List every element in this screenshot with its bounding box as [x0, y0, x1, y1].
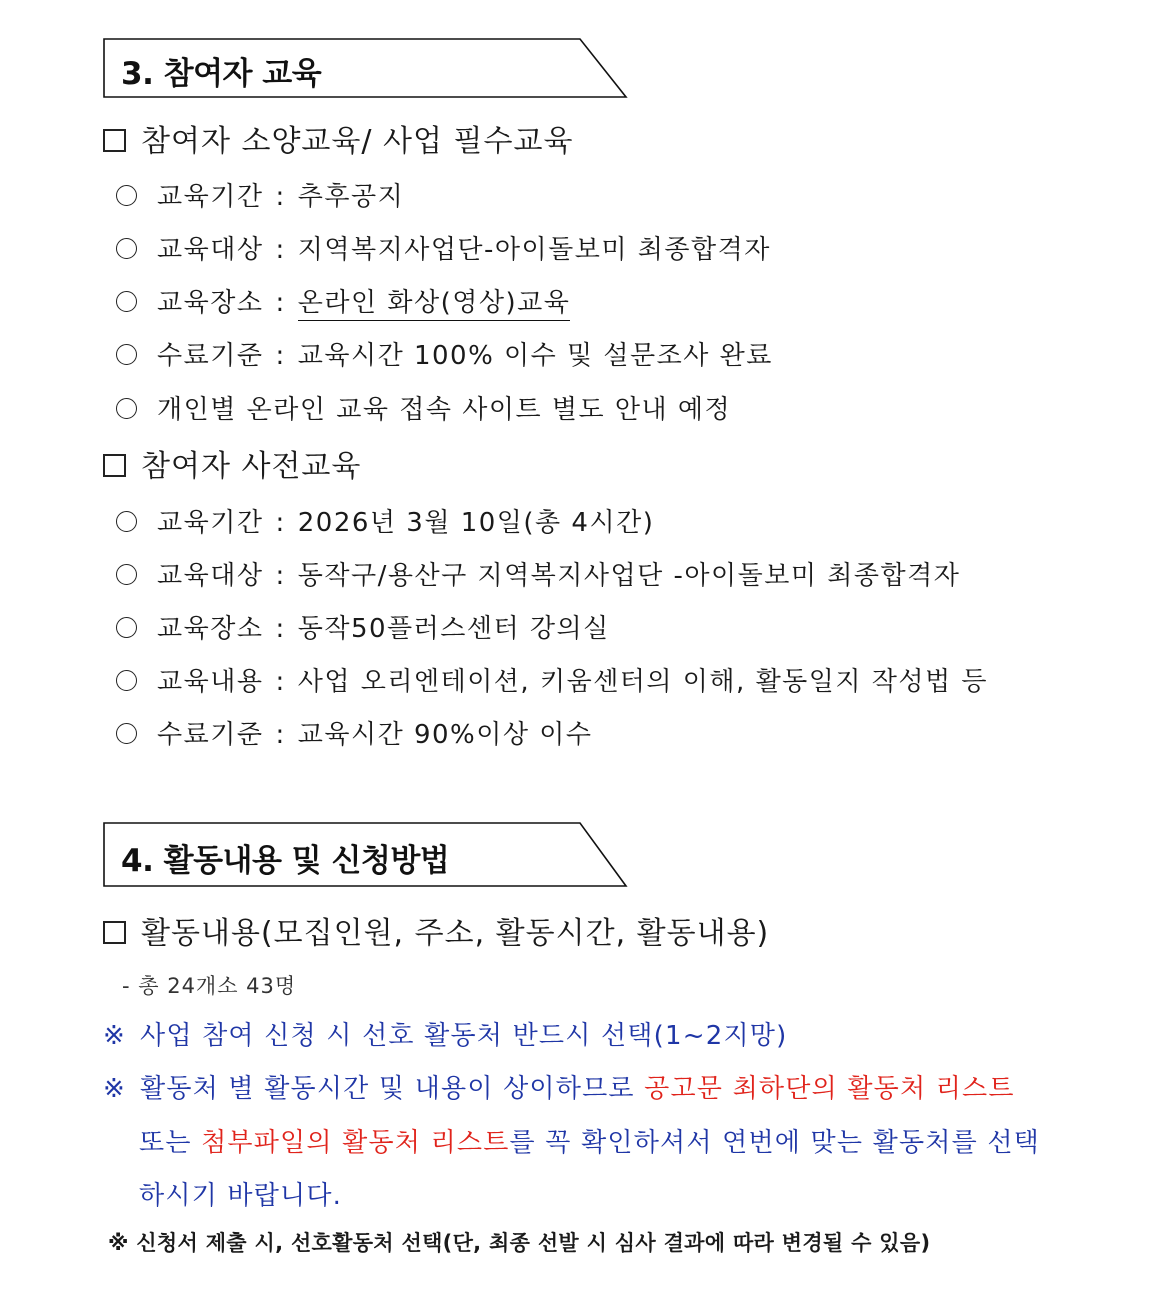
block1-item-place: 교육장소 : 온라인 화상(영상)교육	[116, 282, 570, 319]
item-label: 교육장소	[157, 614, 264, 644]
section4-heading	[103, 908, 769, 952]
item-label: 교육기간	[157, 508, 264, 538]
item-value: 사업 오리엔테이션, 키움센터의 이해, 활동일지 작성법 등	[297, 667, 989, 697]
note-check-list-line2	[139, 1122, 1040, 1159]
note-application-submit: ※ 신청서 제출 시, 선호활동처 선택(단, 최종 선발 시 심사 결과에 따라 변경될 수 있음)	[108, 1231, 931, 1255]
item-value: 지역복지사업단-아이돌보미 최종합격자	[297, 235, 771, 265]
circle-bullet-icon	[116, 398, 137, 419]
item-value: 동작50플러스센터 강의실	[297, 614, 610, 644]
block2-item-target: 교육대상 : 동작구/용산구 지역복지사업단 -아이돌보미 최종합격자	[116, 555, 960, 592]
note2-part2: 공고문 최하단의 활동처 리스트	[644, 1074, 1015, 1104]
circle-bullet-icon	[116, 291, 137, 312]
note2-part1: 활동처 별 활동시간 및 내용이 상이하므로	[140, 1074, 645, 1104]
note2-part4: 첨부파일의 활동처 리스트	[201, 1128, 510, 1158]
block1-item-completion: 수료기준 : 교육시간 100% 이수 및 설문조사 완료	[116, 335, 773, 372]
square-bullet-icon	[103, 921, 126, 944]
block1-item-target: 교육대상 : 지역복지사업단-아이돌보미 최종합격자	[116, 229, 771, 266]
square-bullet-icon	[103, 454, 126, 477]
item-value: 교육시간 90%이상 이수	[297, 720, 593, 750]
circle-bullet-icon	[116, 670, 137, 691]
item-value: 교육시간 100% 이수 및 설문조사 완료	[297, 341, 773, 371]
circle-bullet-icon	[116, 511, 137, 532]
block2-item-content: 교육내용 : 사업 오리엔테이션, 키움센터의 이해, 활동일지 작성법 등	[116, 661, 988, 698]
item-label: 수료기준	[157, 720, 264, 750]
item-label: 수료기준	[157, 341, 264, 371]
note2-part3: 또는	[139, 1128, 202, 1158]
note-select-preference	[103, 1015, 787, 1052]
item-value: 동작구/용산구 지역복지사업단 -아이돌보미 최종합격자	[297, 561, 961, 591]
section3-header	[103, 38, 628, 98]
circle-bullet-icon	[116, 617, 137, 638]
block2-heading-text: 참여자 사전교육	[141, 449, 362, 484]
item-value: 2026년 3월 10일(총 4시간)	[297, 508, 655, 538]
section4-title: 4. 활동내용 및 신청방법	[121, 843, 450, 879]
block2-heading	[103, 441, 361, 485]
circle-bullet-icon	[116, 185, 137, 206]
block1-heading	[103, 116, 573, 160]
note2-part5: 를 꼭 확인하셔서 연번에 맞는 활동처를 선택	[509, 1128, 1040, 1158]
square-bullet-icon	[103, 129, 126, 152]
block1-note	[116, 389, 731, 426]
circle-bullet-icon	[116, 344, 137, 365]
item-label: 교육대상	[157, 235, 264, 265]
circle-bullet-icon	[116, 723, 137, 744]
block1-heading-text: 참여자 소양교육/ 사업 필수교육	[141, 124, 574, 159]
reference-mark: ※	[103, 1021, 126, 1051]
section3-title: 3. 참여자 교육	[121, 56, 322, 92]
block2-item-period: 교육기간 : 2026년 3월 10일(총 4시간)	[116, 502, 654, 539]
item-label: 교육대상	[157, 561, 264, 591]
circle-bullet-icon	[116, 238, 137, 259]
section4-header	[103, 822, 628, 887]
block2-item-completion: 수료기준 : 교육시간 90%이상 이수	[116, 714, 592, 751]
block1-item-period: 교육기간 : 추후공지	[116, 176, 404, 213]
block2-item-place: 교육장소 : 동작50플러스센터 강의실	[116, 608, 610, 645]
item-label: 교육내용	[157, 667, 264, 697]
note-text: 개인별 온라인 교육 접속 사이트 별도 안내 예정	[157, 395, 732, 425]
total-count: - 총 24개소 43명	[122, 974, 297, 998]
note-check-list-line3	[139, 1175, 342, 1212]
circle-bullet-icon	[116, 564, 137, 585]
item-value: 추후공지	[297, 182, 405, 212]
note-check-list-line1	[103, 1068, 1015, 1105]
note2-part6: 하시기 바랍니다.	[139, 1181, 343, 1211]
item-label: 교육장소	[157, 288, 264, 318]
section4-heading-text: 활동내용(모집인원, 주소, 활동시간, 활동내용)	[141, 916, 770, 951]
note1-text: 사업 참여 신청 시 선호 활동처 반드시 선택(1~2지망)	[140, 1021, 788, 1051]
item-label: 교육기간	[157, 182, 264, 212]
reference-mark: ※	[103, 1074, 126, 1104]
item-value-underlined: 온라인 화상(영상)교육	[298, 288, 571, 321]
